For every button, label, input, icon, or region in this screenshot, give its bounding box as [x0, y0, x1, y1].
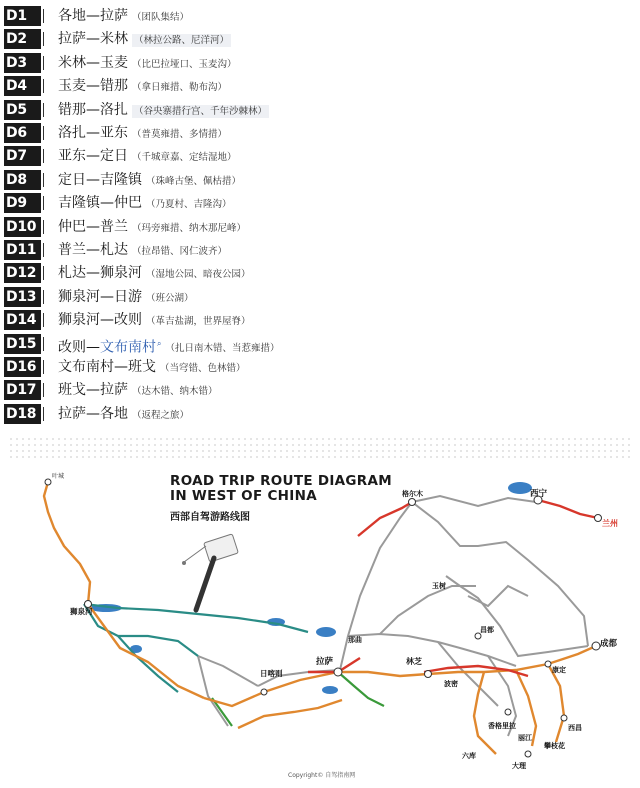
route-label: 亚东—定日: [58, 148, 128, 165]
route-text: [58, 76, 227, 96]
route-text: [58, 380, 218, 400]
node-lanzhou: [595, 515, 602, 522]
lake-namco: [316, 627, 336, 637]
route-label: 洛扎—亚东: [58, 125, 128, 141]
route-label: 文布南村—班戈: [58, 359, 156, 375]
itinerary-row: [0, 53, 640, 73]
node-geermu: [409, 499, 416, 506]
route-text: [58, 123, 227, 143]
itinerary-row: [0, 287, 640, 307]
route-text: [58, 193, 232, 213]
day-badge: D2: [4, 29, 41, 49]
itinerary-row: [0, 6, 640, 26]
day-badge: D7: [4, 146, 41, 166]
lake-qinghai: [508, 482, 532, 494]
route-text: [58, 217, 246, 237]
day-badge: D6: [4, 123, 41, 143]
route-note: （比巴拉垭口、玉麦沟）: [132, 58, 237, 70]
road-network-orange: [44, 482, 596, 754]
day-badge: D18: [4, 404, 41, 424]
map-title: [170, 474, 392, 504]
label-linzhi: 林芝: [406, 657, 422, 666]
map-title-line2: IN WEST OF CHINA: [170, 488, 317, 504]
node-lasa: [334, 668, 342, 676]
lake-yamdrok: [322, 686, 338, 694]
route-label-prefix: 改则—: [58, 339, 100, 356]
node-yecheng: [45, 479, 51, 485]
route-label: 普兰—札达: [58, 242, 128, 258]
route-text: [58, 29, 231, 49]
route-note: （团队集结）: [132, 12, 190, 23]
separator-bar: [43, 243, 44, 257]
label-xianggelila: 香格里拉: [488, 722, 516, 730]
separator-bar: [43, 173, 44, 187]
route-text: [58, 170, 241, 190]
label-kangding: 康定: [552, 666, 566, 674]
route-label: 吉隆镇—仲巴: [58, 195, 142, 212]
itinerary-row: [0, 146, 640, 166]
itinerary-row: [0, 100, 640, 120]
node-kangding: [545, 661, 551, 667]
day-badge: D12: [4, 263, 41, 283]
route-label: 狮泉河—改则: [58, 312, 142, 329]
route-label: 玉麦—错那: [58, 78, 128, 95]
node-rikaze: [261, 689, 267, 695]
copyright-text: Copyright© 自驾指南网: [288, 772, 356, 779]
route-text: [58, 146, 237, 166]
day-badge: D4: [4, 76, 41, 96]
route-note: （拿日雍措、勒布沟）: [132, 82, 228, 94]
map-subtitle: 西部自驾游路线图: [170, 512, 250, 523]
day-badge: D13: [4, 287, 41, 307]
day-badge: D14: [4, 310, 41, 330]
prayer-wheel-illustration: [182, 534, 238, 610]
label-geermu: 格尔木: [402, 490, 423, 498]
label-changdu: 昌都: [480, 626, 494, 634]
route-note: （革吉盐湖，世界屋脊）: [146, 316, 251, 328]
separator-bar: [43, 290, 44, 304]
city-labels: [52, 472, 618, 770]
itinerary-row: [0, 404, 640, 424]
route-label: 定日—吉隆镇: [58, 171, 142, 188]
route-text: [58, 287, 194, 307]
separator-bar: [43, 56, 44, 70]
separator-bar: [43, 32, 44, 46]
route-link-wenbunancun[interactable]: 文布南村: [100, 339, 156, 356]
label-xichang: 西昌: [568, 724, 582, 732]
node-xianggelila: [505, 709, 511, 715]
node-chengdu: [592, 642, 600, 650]
route-note: （当穹错、色林错）: [160, 363, 246, 374]
node-xichang: [561, 715, 567, 721]
itinerary-row: [0, 170, 640, 190]
city-nodes: [45, 479, 602, 757]
route-note: （珠峰古堡、佩枯措）: [146, 175, 242, 187]
label-bomi: 波密: [444, 680, 458, 688]
separator-bar: [43, 360, 44, 374]
label-shiquanhe: 狮泉河: [70, 607, 93, 616]
separator-bar: [43, 149, 44, 163]
node-linzhi: [425, 671, 432, 678]
route-label: 班戈—拉萨: [58, 382, 128, 399]
separator-bar: [43, 103, 44, 117]
day-badge: D16: [4, 357, 41, 377]
route-note: （普莫雍措、多情措）: [132, 129, 228, 140]
route-note: （林拉公路、尼洋河）: [134, 35, 230, 47]
route-text: [58, 357, 246, 377]
separator-bar: [43, 383, 44, 397]
map-title-line1: ROAD TRIP ROUTE DIAGRAM: [170, 473, 392, 489]
search-icon[interactable]: ⌕: [157, 338, 162, 348]
separator-bar: [43, 266, 44, 280]
label-rikaze: 日喀则: [260, 669, 283, 678]
day-badge: D15: [4, 334, 41, 354]
route-note: （返程之旅）: [132, 409, 190, 421]
route-map: [8, 436, 632, 788]
day-badge: D8: [4, 170, 41, 190]
route-text: [58, 53, 237, 73]
label-naqu: 那曲: [348, 636, 362, 644]
route-note: （湿地公园、暗夜公园）: [146, 269, 251, 281]
separator-bar: [43, 196, 44, 210]
itinerary-row: [0, 334, 640, 354]
route-note: （玛旁雍措、纳木那尼峰）: [132, 222, 247, 234]
label-lanzhou: 兰州: [602, 519, 618, 528]
route-note: （班公湖）: [146, 292, 194, 304]
itinerary-row: [0, 193, 640, 213]
separator-bar: [43, 9, 44, 23]
label-panzhihua: 攀枝花: [544, 742, 565, 750]
day-badge: D1: [4, 6, 41, 26]
label-lasa: 拉萨: [316, 657, 334, 667]
route-label: 错那—洛扎: [58, 101, 128, 118]
label-chengdu: 成都: [600, 639, 618, 649]
route-note: （扎日南木错、当惹雍措）: [165, 343, 280, 355]
route-label: 拉萨—各地: [58, 405, 128, 422]
separator-bar: [43, 313, 44, 327]
separator-bar: [43, 79, 44, 93]
day-badge: D17: [4, 380, 41, 400]
route-label: 仲巴—普兰: [58, 218, 128, 235]
route-label: 拉萨—米林: [58, 31, 128, 48]
route-note: （达木错、纳木错）: [132, 386, 218, 398]
day-badge: D11: [4, 240, 41, 260]
route-text: [58, 6, 189, 26]
route-label: 狮泉河—日游: [58, 288, 142, 305]
itinerary-row: [0, 76, 640, 96]
route-text: [58, 404, 189, 424]
route-text: [58, 100, 269, 120]
itinerary-row: [0, 217, 640, 237]
day-badge: D9: [4, 193, 41, 213]
road-network-red: [308, 500, 598, 676]
route-text: [58, 310, 251, 330]
label-lijiang: 丽江: [518, 734, 532, 742]
route-text: [58, 334, 280, 354]
label-yecheng: 叶城: [52, 473, 65, 480]
day-badge: D5: [4, 100, 41, 120]
label-xining: 西宁: [530, 489, 548, 499]
itinerary-row: [0, 380, 640, 400]
route-note: （谷央寨措行宫、千年沙棘林）: [134, 105, 268, 117]
route-label: 札达—狮泉河: [58, 265, 142, 282]
itinerary-row: [0, 29, 640, 49]
itinerary-row: [0, 123, 640, 143]
itinerary-row: [0, 240, 640, 260]
route-label: 米林—玉麦: [58, 54, 128, 71]
label-yushu: 玉树: [432, 582, 446, 590]
route-text: [58, 263, 251, 283]
route-note: （千城章嘉、定结湿地）: [132, 152, 237, 164]
day-badge: D3: [4, 53, 41, 73]
separator-bar: [43, 126, 44, 140]
label-liuku: 六库: [462, 752, 476, 760]
separator-bar: [43, 220, 44, 234]
day-badge: D10: [4, 217, 41, 237]
route-text: [58, 240, 227, 260]
route-note: （乃夏村、吉隆沟）: [146, 199, 232, 211]
itinerary-row: [0, 263, 640, 283]
separator-bar: [43, 337, 44, 351]
itinerary-row: [0, 357, 640, 377]
itinerary-row: [0, 310, 640, 330]
route-note: （拉昂错、冈仁波齐）: [132, 246, 228, 257]
route-label: 各地—拉萨: [58, 8, 128, 24]
separator-bar: [43, 407, 44, 421]
node-dali: [525, 751, 531, 757]
label-dali: 大理: [512, 762, 526, 770]
